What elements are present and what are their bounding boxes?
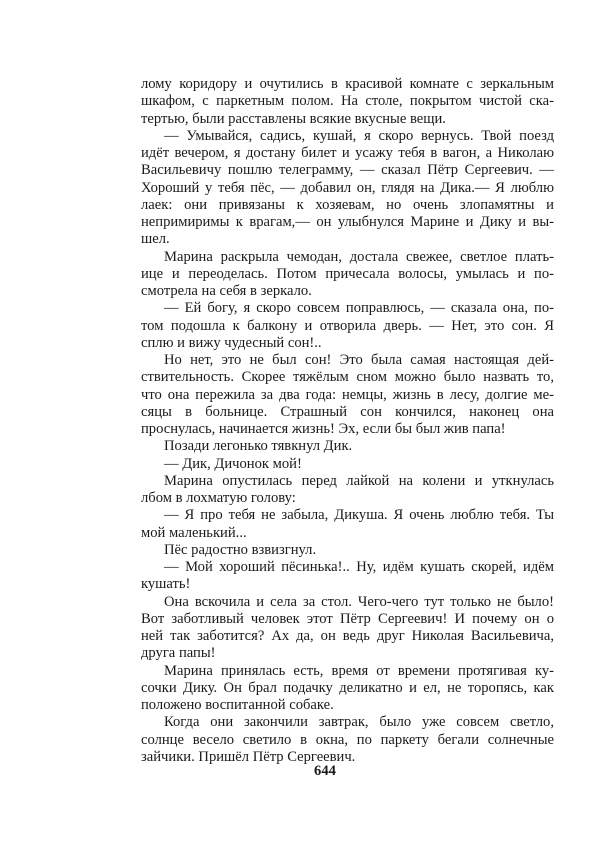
paragraph — [141, 249, 554, 301]
text-line: положено воспитанной собаке. — [141, 697, 334, 713]
paragraph — [141, 456, 554, 473]
text-line: сочки Дику. Он брал подачку деликатно и ел, не торопясь, как — [141, 679, 554, 696]
page-number: 644 — [314, 763, 336, 779]
text-line: Позади легонько тявкнул Дик. — [164, 438, 353, 455]
text-line: лбом в лохматую голову: — [141, 490, 296, 506]
text-line: — Ей богу, я скоро совсем поправлюсь, — сказала она, по- — [164, 300, 554, 317]
text-line: — Умывайся, садись, кушай, я скоро вернусь. Твой поезд — [164, 127, 554, 144]
text-line: том подошла к балкону и отворила дверь. — Нет, это сон. Я — [141, 317, 554, 334]
text-line: — Мой хороший пёсинька!.. Ну, идём кушать скорей, идём — [164, 559, 554, 575]
paragraph — [141, 663, 554, 715]
text-line: мой маленький... — [141, 524, 247, 541]
paragraph — [141, 559, 554, 594]
text-line: шкафом, с паркетным полом. На столе, покрытом чистой ска- — [141, 93, 554, 110]
text-line: лому коридору и очутились в красивой комнате с зеркальным — [141, 76, 554, 92]
text-line: тертью, были расставлены всякие вкусные вещи. — [141, 110, 446, 127]
text-line: сплю и вижу чудесный сон!.. — [141, 334, 322, 351]
text-line: что она пережила за два года: немцы, жизнь в лесу, долгие ме- — [141, 386, 554, 403]
text-line: солнце весело светило в окна, по паркету бегали солнечные — [141, 731, 554, 748]
text-line: Марина раскрыла чемодан, достала свежее, светлое плать- — [164, 248, 554, 265]
text-line: непримиримы к врагам,— он улыбнулся Марине и Дику и вы- — [141, 214, 554, 230]
text-line: Когда они закончили завтрак, было уже совсем светло, — [164, 714, 554, 731]
paragraph — [141, 300, 554, 352]
text-line: Но нет, это не был сон! Это была самая настоящая дей- — [164, 352, 554, 368]
text-line: идёт вечером, я достану билет и усажу тебя в вагон, а Николаю — [141, 145, 554, 161]
paragraph — [141, 352, 554, 438]
paragraph — [141, 507, 554, 542]
text-line: проснулась, начинается жизнь! Эх, если бы был жив папа! — [141, 421, 506, 437]
text-line: Марина принялась есть, время от времени протягивая ку- — [164, 662, 554, 679]
paragraph — [141, 473, 554, 508]
paragraph — [141, 76, 554, 128]
paragraph — [141, 542, 554, 559]
text-line: друга папы! — [141, 645, 216, 662]
paragraph — [141, 438, 554, 455]
text-line: Вот заботливый человек этот Пётр Сергеевич! И почему он о — [141, 610, 554, 627]
text-line: Хороший у тебя пёс, — добавил он, глядя на Дика.— Я люблю — [141, 179, 554, 196]
paragraph — [141, 714, 554, 766]
text-line: ней так заботится? Ах да, он ведь друг Николая Васильевича, — [141, 628, 554, 644]
paragraph — [141, 128, 554, 249]
text-line: зайчики. Пришёл Пётр Сергеевич. — [141, 748, 356, 765]
text-line: ице и переоделась. Потом причесала волосы, умылась и по- — [141, 265, 554, 282]
paragraph — [141, 594, 554, 663]
text-line: — Дик, Дичонок мой! — [164, 455, 302, 472]
text-line: ствительность. Скорее тяжёлым сном можно было назвать то, — [141, 369, 554, 386]
text-line: — Я про тебя не забыла, Дикуша. Я очень люблю тебя. Ты — [164, 507, 554, 524]
text-line: Пёс радостно взвизгнул. — [164, 541, 317, 558]
text-line: Марина опустилась перед лайкой на колени и уткнулась — [164, 472, 554, 489]
text-line: смотрела на себя в зеркало. — [141, 283, 312, 299]
text-line: шел. — [141, 231, 170, 248]
body-text — [141, 76, 554, 766]
text-line: сяцы в больнице. Страшный сон кончился, наконец она — [141, 403, 554, 420]
text-line: кушать! — [141, 576, 191, 593]
text-line: Васильевичу пошлю телеграмму, — сказал Пётр Сергеевич. — — [141, 162, 554, 179]
text-line: лаек: они привязаны к хозяевам, но очень злопамятны и — [141, 196, 554, 213]
text-line: Она вскочила и села за стол. Чего-чего тут только не было! — [164, 593, 554, 610]
